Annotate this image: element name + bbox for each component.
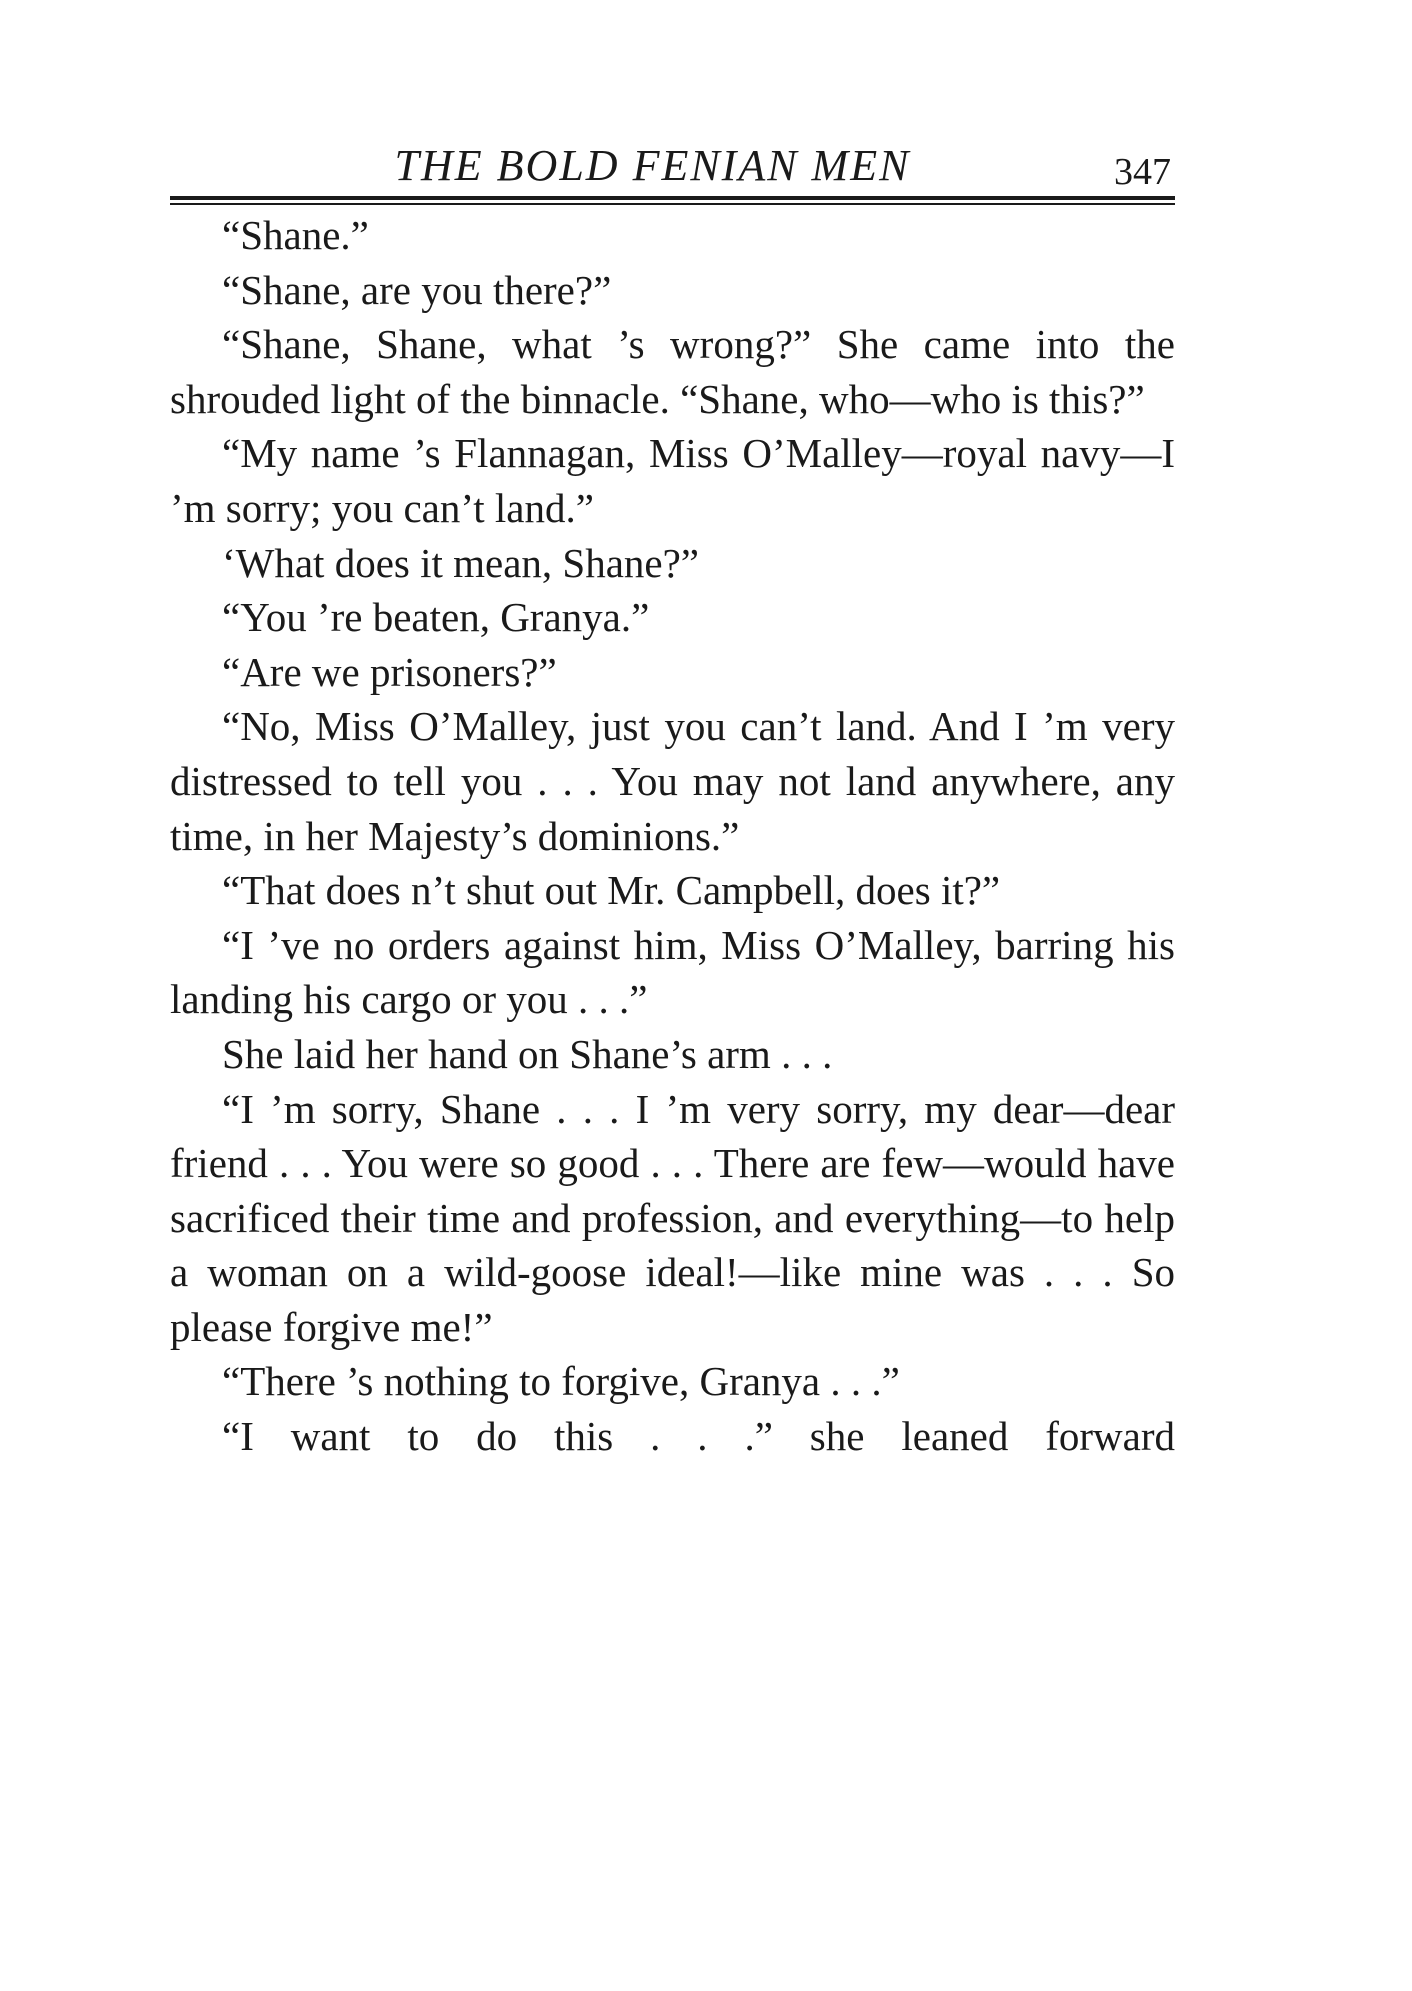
paragraph: “Shane.”: [222, 212, 369, 258]
paragraph: ‘What does it mean, Shane?”: [222, 539, 700, 586]
running-title: THE BOLD FENIAN MEN: [394, 141, 911, 190]
body-text: [170, 208, 1175, 1464]
paragraph: She laid her hand on Shane’s arm . . .: [222, 1030, 833, 1077]
paragraph: “You ’re beaten, Granya.”: [222, 594, 650, 641]
paragraph: “Shane, Shane, what ’s wrong?” She came into the shrouded light of the binnacle. “Shane, who—who is this?”: [170, 321, 1175, 422]
paragraph: “There ’s nothing to forgive, Granya . . .”: [222, 1358, 900, 1405]
paragraph: “No, Miss O’Malley, just you can’t land. And I ’m very distressed to tell you . . . You may not land anywhere, any time, in her Majesty’s dominions.”: [170, 703, 1175, 859]
header-rule-thin: [170, 203, 1175, 205]
paragraph: “I ’m sorry, Shane . . . I ’m very sorry, my dear—dear friend . . . You were so good . . . There are few—would have sacrificed their time and profession, and everything—to help a woman on a wild-goose ideal!—like mine was . . . So please forgive me!”: [170, 1085, 1175, 1350]
paragraph: “Are we prisoners?”: [222, 648, 557, 695]
header-rule-thick: [170, 196, 1175, 200]
paragraph: “I ’ve no orders against him, Miss O’Malley, barring his landing his cargo or you . . .”: [170, 921, 1175, 1023]
page-number: 347: [1114, 151, 1171, 193]
paragraph: “I want to do this . . .” she leaned forward: [222, 1413, 1175, 1460]
paragraph: “Shane, are you there?”: [222, 266, 612, 313]
paragraph: “That does n’t shut out Mr. Campbell, does it?”: [222, 867, 1001, 914]
paragraph: “My name ’s Flannagan, Miss O’Malley—royal navy—I ’m sorry; you can’t land.”: [170, 430, 1175, 531]
running-head: [170, 138, 1175, 194]
